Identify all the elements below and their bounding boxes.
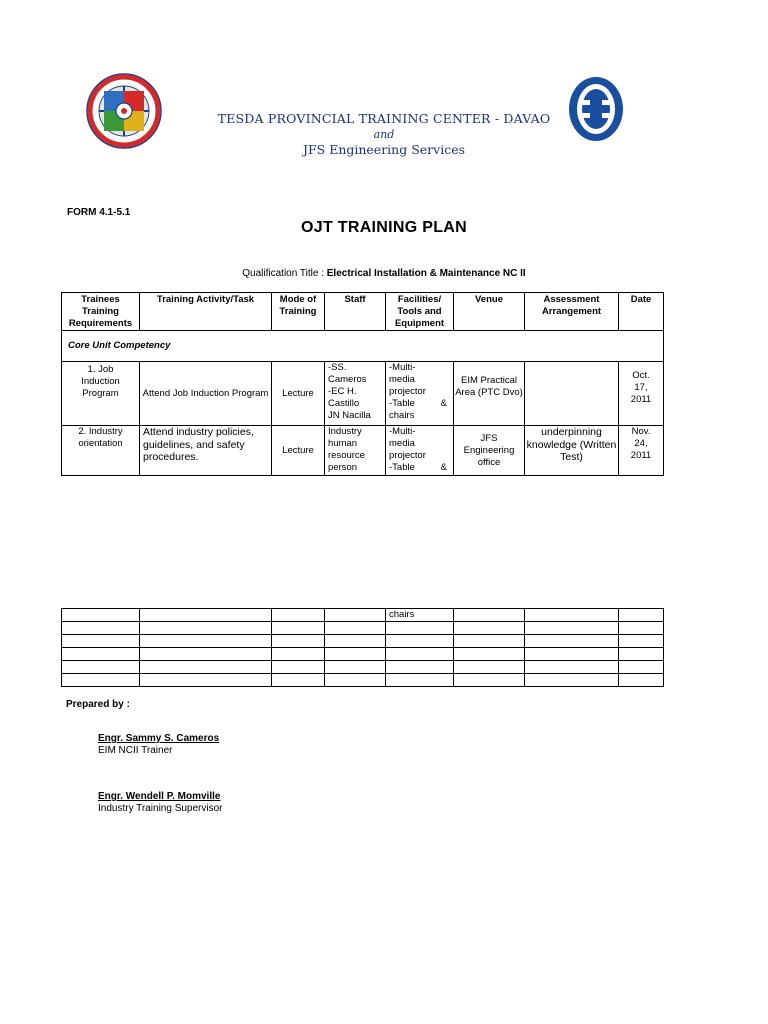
table-row [62,635,664,648]
header-assessment: Assessment Arrangement [525,293,619,331]
text-line: 2011 [630,394,652,405]
qualification-label: Qualification Title : [242,268,324,279]
table-header-row [62,293,664,331]
text-line: -Multi- [389,426,416,437]
cell-mode: Lecture [272,426,325,476]
signatory-role: EIM NCII Trainer [98,745,173,756]
cell-venue: JFS Engineering office [454,426,525,476]
text-line: 1. Job [87,364,114,375]
training-center-seal-logo [86,73,162,149]
cell-facilities [386,362,454,426]
text-line: Induction [81,376,120,387]
header-activity: Training Activity/Task [140,293,272,331]
form-number: FORM 4.1-5.1 [67,207,131,218]
cell-date [619,426,664,476]
text-line: Program [82,388,119,399]
signatory-name: Engr. Sammy S. Cameros [98,733,220,744]
table-row [62,362,664,426]
header-venue: Venue [454,293,525,331]
text-line: -SS. [328,362,347,373]
cell-mode: Lecture [272,362,325,426]
table-row [62,648,664,661]
ampersand: & [440,462,447,473]
section-row [62,331,664,362]
signatory-name: Engr. Wendell P. Momville [98,791,221,802]
cell-activity: Attend Job Induction Program [140,362,272,426]
header-mode: Mode of Training [272,293,325,331]
text-line: 17, [634,382,648,393]
text-line: media [389,374,415,385]
text-line: -Table & [389,462,447,473]
table-row [62,609,664,622]
cell-activity: Attend industry policies, guidelines, and safety procedures. [140,426,272,476]
text-line: projector [389,386,426,397]
text-line: -Multi- [389,362,416,373]
cell-requirement [62,362,140,426]
text-line: person [328,462,358,473]
text-line: human [328,438,358,449]
cell-date [619,362,664,426]
cell-facilities-continued: chairs [386,609,454,622]
training-plan-table-continuation [61,608,664,687]
text-line: Castillo [328,398,360,409]
table-row [62,426,664,476]
table-row [62,674,664,687]
text-line: Cameros [328,374,367,385]
text-line: 24, [634,438,648,449]
text-line: orientation [78,438,123,449]
ampersand: & [440,398,447,409]
header-facilities: Facilities/ Tools and Equipment [386,293,454,331]
cell-assessment: underpinning knowledge (Written Test) [525,426,619,476]
table-row [62,622,664,635]
cell-staff [325,362,386,426]
text-line: -Table & [389,398,447,409]
cell-staff [325,426,386,476]
cell-venue: EIM Practical Area (PTC Dvo) [454,362,525,426]
training-plan-table [61,292,664,476]
header-staff: Staff [325,293,386,331]
qualification-value: Electrical Installation & Maintenance NC II [326,268,526,279]
cell-requirement [62,426,140,476]
text-line: 2. Industry [78,426,123,437]
prepared-by-label: Prepared by : [66,699,130,710]
text-line: 2011 [630,450,652,461]
text-line: resource [328,450,365,461]
text-line: JN Nacilla [328,410,371,421]
text-line: media [389,438,415,449]
cell-facilities [386,426,454,476]
qualification-title [0,268,768,279]
header-requirements: Trainees Training Requirements [62,293,140,331]
header-date: Date [619,293,664,331]
text-line: Oct. [632,370,650,381]
signatory-role: Industry Training Supervisor [98,803,223,814]
table-row [62,661,664,674]
page-title: OJT TRAINING PLAN [301,219,467,236]
text-line: projector [389,450,426,461]
text-line: chairs [389,410,415,421]
text-line: Nov. [631,426,651,437]
partner-organization-name: JFS Engineering Services [302,142,466,157]
organization-name: TESDA PROVINCIAL TRAINING CENTER - DAVAO [217,111,551,126]
text-line: -EC H. [328,386,357,397]
text-line: Industry [328,426,362,437]
organization-conjunction: and [373,128,395,141]
section-label: Core Unit Competency [62,331,664,362]
cell-assessment [525,362,619,426]
